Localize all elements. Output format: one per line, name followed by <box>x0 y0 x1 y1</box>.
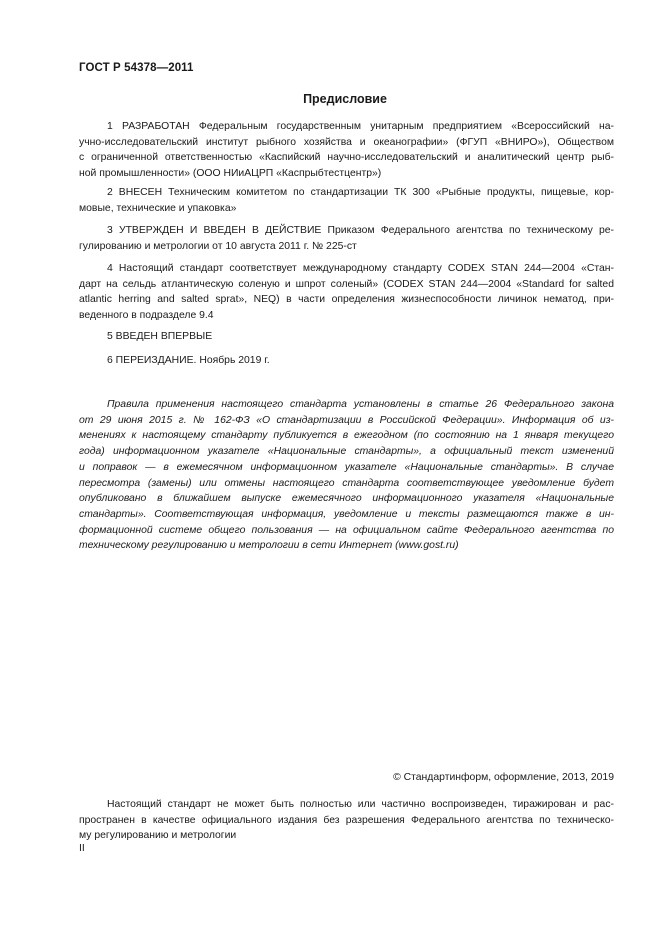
notice-line: пространен в качестве официального издания без разрешения Федерального агентства по техническо- <box>79 814 614 826</box>
notice-line: от 29 июня 2015 г. № 162-ФЗ «О стандартизации в Российской Федерации». Информация об из- <box>79 414 614 426</box>
notice-line: Настоящий стандарт не может быть полностью или частично воспроизведен, тиражирован и рас- <box>107 799 614 810</box>
paragraph-line: 3 УТВЕРЖДЕН И ВВЕДЕН В ДЕЙСТВИЕ Приказом Федерального агентства по техническому ре- <box>107 225 614 236</box>
rules-notice <box>79 397 614 554</box>
paragraph-line: мовые, технические и упаковка» <box>79 202 237 214</box>
paragraph-line: 1 РАЗРАБОТАН Федеральным государственным унитарным предприятием «Всероссийский на- <box>107 121 614 132</box>
notice-line: Правила применения настоящего стандарта установлены в статье 26 Федерального закона <box>107 399 614 410</box>
notice-line: опубликовано в ближайшем выпуске ежемесячного информационного указателя «Национальные <box>79 493 614 505</box>
paragraph-conformity <box>79 261 614 324</box>
paragraph-line: 6 ПЕРЕИЗДАНИЕ. Ноябрь 2019 г. <box>107 355 270 366</box>
reproduction-notice <box>79 797 614 844</box>
notice-line: техническому регулированию и метрологии в сети Интернет (www.gost.ru) <box>79 540 459 552</box>
paragraph-line: веденного в подразделе 9.4 <box>79 310 214 322</box>
notice-line: пересмотра (замены) или отмены настоящего стандарта соответствующее уведомление будет <box>79 477 614 489</box>
paragraph-line: ной промышленности» (ООО НИиАЦРП «Каспрыбтестцентр») <box>79 168 382 180</box>
paragraph-introduced-by <box>79 185 614 216</box>
paragraph-line: гулированию и метрологии от 10 августа 2011 г. № 225-ст <box>79 240 357 252</box>
paragraph-line: 2 ВНЕСЕН Техническим комитетом по стандартизации ТК 300 «Рыбные продукты, пищевые, кор- <box>107 187 614 198</box>
notice-line: стандарты». Соответствующая информация, уведомление и тексты размещаются также в ин- <box>79 508 614 520</box>
notice-line: му регулированию и метрологии <box>79 830 237 842</box>
notice-line: года) информационном указателе «Национальные стандарты», а официальный текст изменений <box>79 446 614 458</box>
paragraph-line: дарт на сельдь атлантическую соленую и шпрот соленый» (CODEX STAN 244—2004 «Standard for salted <box>79 278 614 290</box>
paragraph-line: atlantic herring and salted sprat», NEQ) в части определения жизнеспособности личинок нематод, при- <box>79 294 614 306</box>
paragraph-developed-by <box>79 119 614 182</box>
page-number: II <box>79 843 85 854</box>
notice-line: и поправок — в ежемесячном информационном указателе «Национальные стандарты». В случае <box>79 461 614 473</box>
paragraph-line: учно-исследовательский институт рыбного хозяйства и океанографии» (ФГУП «ВНИРО»), Обществом <box>79 136 614 148</box>
paragraph-line: 4 Настоящий стандарт соответствует международному стандарту CODEX STAN 244—2004 «Стан- <box>107 263 614 274</box>
paragraph-first-introduced <box>79 329 614 345</box>
copyright-notice: © Стандартинформ, оформление, 2013, 2019 <box>393 772 614 783</box>
notice-line: формационной системе общего пользования — на официальном сайте Федерального агентства по <box>79 524 614 536</box>
document-id: ГОСТ Р 54378—2011 <box>79 62 194 74</box>
paragraph-reissue <box>79 353 614 369</box>
paragraph-approved <box>79 223 614 254</box>
page-title: Предисловие <box>303 92 387 106</box>
paragraph-line: 5 ВВЕДЕН ВПЕРВЫЕ <box>107 331 213 342</box>
paragraph-line: с ограниченной ответственностью «Каспийский научно-исследовательский и аналитический центр рыб- <box>79 152 614 164</box>
notice-line: менениях к настоящему стандарту публикуется в ежегодном (по состоянию на 1 января текущего <box>79 430 614 442</box>
